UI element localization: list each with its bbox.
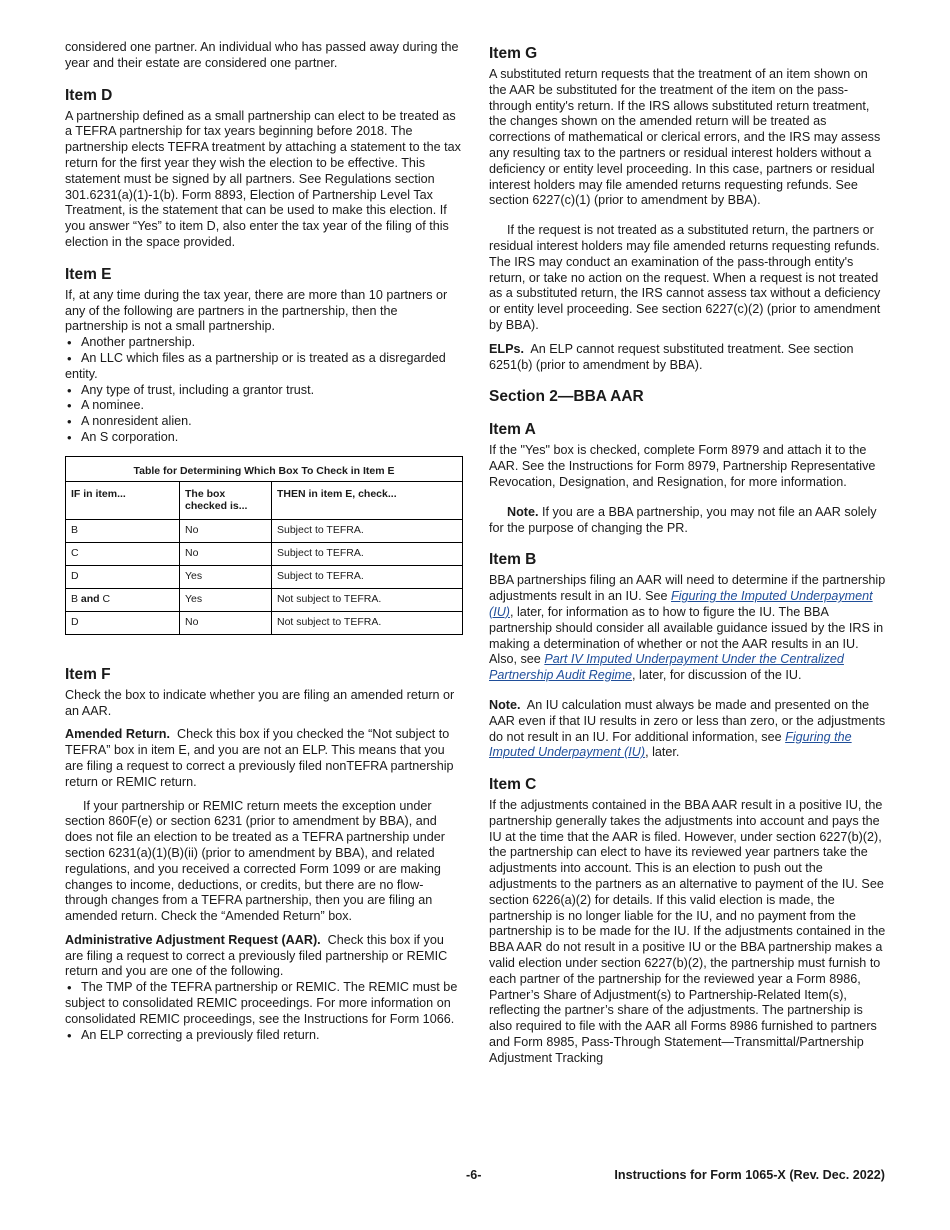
item-c-heading: Item C (489, 776, 537, 794)
item-f-heading: Item F (65, 665, 111, 683)
and-suffix: C (99, 592, 111, 605)
item-a-heading: Item A (489, 421, 536, 439)
item-f-text: Check the box to indicate whether you are filing an amended return or an AAR. (65, 687, 455, 718)
item-g-text: A substituted return requests that the treatment of an item shown on the AAR be substituted for the treatment of the item on the pass-through entity's return. If the IRS allows substituted return treatment, the changes shown on the amended return will be treated as corrections of mathematical or clerical errors, and the IRS may assess any resulting tax to the partners or residual interest holders without a deficiency or entity level proceeding. In this case, partners or residual interest holders may file amended returns requesting refunds. See section 6227(c)(1) (prior to amendment by BBA). (489, 67, 881, 208)
item-b-heading: Item B (489, 551, 537, 569)
item-b-text-part: , later, for discussion of the IU. (632, 668, 802, 683)
amended-return-label: Amended Return. (65, 727, 170, 742)
note-label: Note. (507, 504, 539, 519)
table-cell: Not subject to TEFRA. (272, 611, 463, 634)
item-d-heading: Item D (65, 86, 113, 104)
table-cell: Yes (180, 565, 272, 588)
note-body: If you are a BBA partnership, you may not file an AAR solely for the purpose of changing the PR. (489, 504, 877, 535)
and-prefix: B (71, 592, 81, 605)
figuring-iu-link[interactable]: Figuring the Imputed Underpayment (IU) (489, 589, 873, 619)
note-body: An IU calculation must always be made and presented on the AAR even if that IU results in zero or less than zero, or the adjustments do not result in an IU. For additional information, see (489, 697, 886, 744)
elps-text (489, 342, 887, 374)
list-item: • Any type of trust, including a grantor trust. (65, 383, 463, 399)
item-b-text (489, 573, 887, 684)
table-cell: B (66, 519, 180, 542)
item-d-text: A partnership defined as a small partnership can elect to be treated as a TEFRA partnership for tax years beginning before 2018. The partnership elects TEFRA treatment by attaching a statement to the tax return for the first year they wish the election to be effective. This statement must be signed by all partners. See Regulations section 301.6231(a)(1)-1(b). Form 8893, Election of Partnership Level Tax Treatment, is the statement that can be used to make this election. If you answer “Yes” to item D, also enter the tax year of the filing of this election in the space provided. (65, 108, 461, 249)
table-cell: Subject to TEFRA. (272, 542, 463, 565)
amended-return-body: Check this box if you checked the “Not subject to TEFRA” box in item E, and you are not an ELP. This means that you are filing a request to correct a previously filed nonTEFRA partnership return or REMIC return. (65, 727, 454, 789)
table-row (66, 611, 463, 634)
page-number: -6- (466, 1168, 482, 1182)
aar-bullet-list (65, 980, 463, 1043)
table-row (66, 519, 463, 542)
table-cell: No (180, 542, 272, 565)
section-2-heading: Section 2—BBA AAR (489, 388, 644, 406)
remic-exception-text: If your partnership or REMIC return meets the exception under section 860F(e) or section 6231 (prior to amendment by BBA), and does not file an election to be treated as a TEFRA partnership under section 6231(a)(1)(B)(ii) (prior to amendment by BBA), and related regulations, and you received a corrected Form 1099 or are making changes to income, deductions, or credits, but there are no flow-through changes from a TEFRA partnership, then you are filing an amended return. Check the “Amended Return” box. (65, 798, 445, 924)
note-end: , later. (645, 745, 680, 760)
table-row (66, 542, 463, 565)
item-g-heading: Item G (489, 45, 538, 62)
intro-text: considered one partner. An individual who has passed away during the year and their estate are considered one partner. (65, 40, 459, 70)
right-column (489, 40, 887, 1075)
form-title: Instructions for Form 1065-X (Rev. Dec. 2022) (614, 1168, 885, 1182)
list-item: • A nominee. (65, 398, 463, 414)
item-a-note (489, 505, 887, 537)
table-cell: Subject to TEFRA. (272, 565, 463, 588)
table-cell: No (180, 611, 272, 634)
amended-return-text (65, 727, 463, 790)
table-cell: Yes (180, 588, 272, 611)
table-cell: Not subject to TEFRA. (272, 588, 463, 611)
aar-body: Check this box if you are filing a request to correct a previously filed partnership or REMIC return and you are one of the following. (65, 932, 448, 979)
table-cell: No (180, 519, 272, 542)
item-e-heading: Item E (65, 265, 112, 283)
table-row (66, 588, 463, 611)
table-cell: Subject to TEFRA. (272, 519, 463, 542)
table-cell: D (66, 611, 180, 634)
table-header: IF in item... (66, 481, 180, 519)
item-c-text: If the adjustments contained in the BBA AAR result in a positive IU, the partnership generally takes the adjustments into account and pays the IU at the time that the AAR is filed. However, under section 6227(b)(2), the partnership can elect to have its reviewed year partners take the adjustments into account. This is an election to push out the adjustments to the partners as an alternative to payment of the IU. See section 6226(a)(2) for details. If this valid election is made, the partnership is no longer liable for the IU, and no payment from the partnership is to be made for the IU. If the adjustments contained in the BBA AAR do not result in a positive IU or the BBA partnership makes a valid election under section 6227(b)(2), the partnership must furnish to each partner of the partnership for the reviewed year a Form 8986, Partner’s Share of Adjustment(s) to Partnership-Related Item(s), reflecting the partner’s share of the adjustments. The partnership is also required to file with the AAR all Forms 8986 furnished to partners and Form 8985, Pass-Through Statement—Transmittal/Partnership Adjustment Tracking (489, 798, 886, 1065)
table-cell: C (66, 542, 180, 565)
list-item: • An ELP correcting a previously filed return. (65, 1028, 463, 1044)
left-column (65, 40, 463, 1051)
list-item: • A nonresident alien. (65, 414, 463, 430)
table-caption: Table for Determining Which Box To Check in Item E (66, 456, 463, 481)
table-cell: D (66, 565, 180, 588)
item-e-text: If, at any time during the tax year, there are more than 10 partners or any of the following are partners in the partnership, then the partnership is not a small partnership. (65, 287, 448, 334)
note-label: Note. (489, 697, 521, 712)
item-e-bullet-list (65, 335, 463, 446)
table-header: The box checked is... (180, 481, 272, 519)
elps-label: ELPs. (489, 341, 524, 356)
part-iv-link[interactable]: Part IV Imputed Underpayment Under the Centralized Partnership Audit Regime (489, 652, 844, 683)
and-word: and (80, 592, 100, 605)
list-item: • Another partnership. (65, 335, 463, 351)
item-a-text: If the "Yes" box is checked, complete Form 8979 and attach it to the AAR. See the Instructions for Form 8979, Partnership Representative Revocation, Designation, and Resignation, for more information. (489, 443, 876, 489)
figuring-iu-link-2[interactable]: Figuring the Imputed Underpayment (IU) (489, 729, 852, 760)
list-item: • The TMP of the TEFRA partnership or REMIC. The REMIC must be subject to consolidated REMIC proceedings. For more information on consolidated REMIC proceedings, see the Instructions for Form 1066. (65, 980, 463, 1027)
tefra-table (65, 456, 463, 635)
item-b-text-part: BBA partnerships filing an AAR will need to determine if the partnership adjustments result in an IU. See (489, 573, 886, 604)
list-item: • An S corporation. (65, 430, 463, 446)
aar-label: Administrative Adjustment Request (AAR). (65, 932, 321, 947)
table-row (66, 565, 463, 588)
aar-text (65, 933, 463, 980)
item-g-text-2: If the request is not treated as a substituted return, the partners or residual interest holders may file amended returns requesting refunds. The IRS may conduct an examination of the pass-through entity's return, or take no action on the request. When a request is not treated as a substituted return, the IRS cannot assess tax without a deficiency or entity level proceeding. See section 6227(c)(2) (prior to amendment by BBA). (489, 223, 881, 332)
table-header: THEN in item E, check... (272, 481, 463, 519)
list-item: • An LLC which files as a partnership or is treated as a disregarded entity. (65, 351, 463, 383)
item-b-text-part: , later, for information as to how to figure the IU. The BBA partnership should consider all available guidance issued by the IRS in making a determination of whether or not the AAR results in an IU. Also, see (489, 604, 884, 667)
item-b-note (489, 698, 887, 761)
elps-body: An ELP cannot request substituted treatment. See section 6251(b) (prior to amendment by BBA). (489, 341, 854, 372)
table-cell (66, 588, 180, 611)
